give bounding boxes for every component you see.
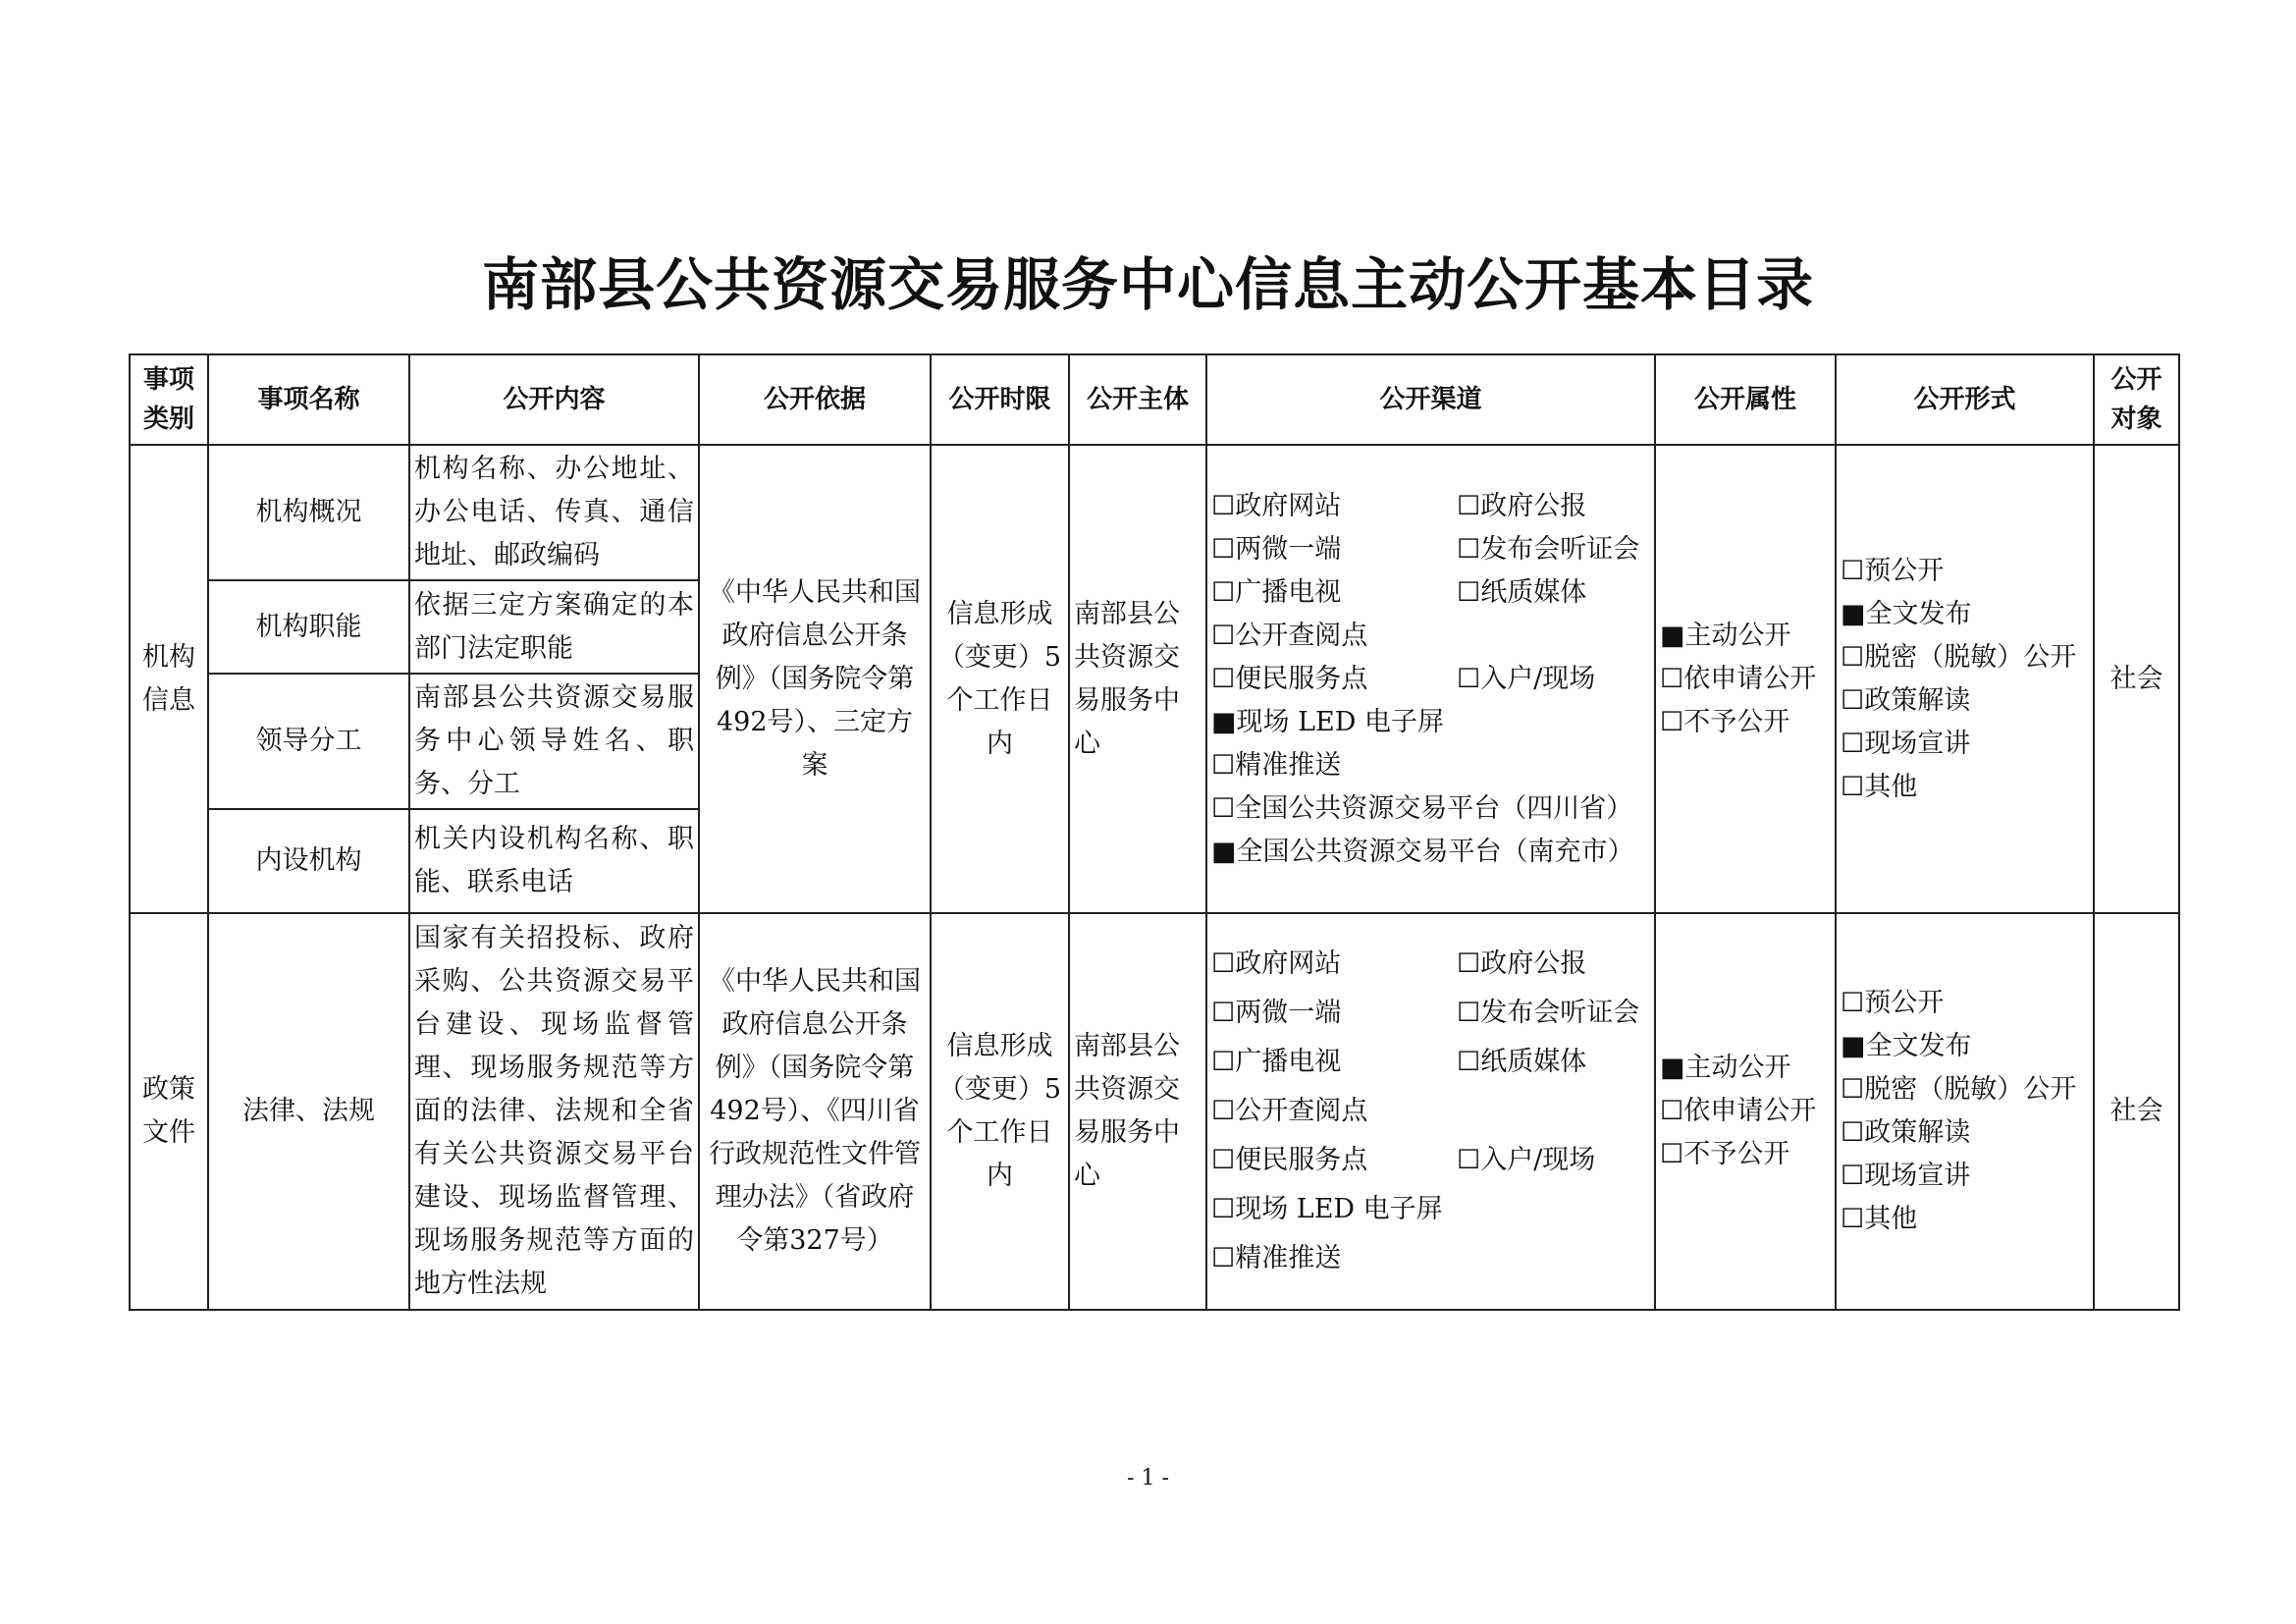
- time-limit-cell: 信息形成（变更）5个工作日内: [931, 913, 1069, 1310]
- item-name: 机构职能: [208, 580, 409, 674]
- category-cell: 机构信息: [130, 445, 208, 913]
- channel-option: ☐两微一端: [1211, 533, 1342, 565]
- header-subject: 公开主体: [1069, 354, 1206, 445]
- form-option: ■全文发布: [1841, 598, 1972, 629]
- form-option: ☐现场宣讲: [1841, 1161, 1971, 1191]
- audience-cell: 社会: [2094, 445, 2179, 913]
- channel-option: ☐公开查阅点: [1211, 620, 1368, 651]
- channel-option: ☐入户/现场: [1457, 663, 1596, 694]
- channel-option: ☐便民服务点: [1211, 1145, 1368, 1175]
- category-cell: 政策文件: [130, 913, 208, 1310]
- attribute-option: ☐不予公开: [1660, 1139, 1790, 1169]
- header-attribute: 公开属性: [1655, 354, 1836, 445]
- channel-row: [1211, 571, 1650, 615]
- channel-option: ☐便民服务点: [1211, 663, 1368, 694]
- attribute-option: ☐依申请公开: [1660, 663, 1817, 694]
- channels-cell: [1206, 913, 1655, 1310]
- item-name: 领导分工: [208, 674, 409, 809]
- header-basis: 公开依据: [699, 354, 931, 445]
- channel-row: [1211, 1136, 1650, 1185]
- channel-row: [1211, 528, 1650, 571]
- channel-row: [1211, 1087, 1650, 1136]
- channel-row: [1211, 831, 1650, 874]
- channel-row: [1211, 787, 1650, 831]
- basis-cell: 《中华人民共和国政府信息公开条例》（国务院令第492号）、《四川省行政规范性文件管理办法》（省政府令第327号）: [699, 913, 931, 1310]
- item-name: 机构概况: [208, 445, 409, 580]
- table-row: [130, 913, 2179, 1310]
- channel-option: ☐广播电视: [1211, 1047, 1342, 1077]
- item-content: 依据三定方案确定的本部门法定职能: [409, 580, 699, 674]
- attribute-option: ■主动公开: [1660, 620, 1791, 651]
- channel-row: [1211, 615, 1650, 658]
- item-content: 机关内设机构名称、职能、联系电话: [409, 809, 699, 913]
- attribute-option: ☐依申请公开: [1660, 1096, 1817, 1126]
- form-option: ☐脱密（脱敏）公开: [1841, 1074, 2077, 1105]
- channel-option: ☐政府网站: [1211, 948, 1342, 979]
- channel-option: ☐精准推送: [1211, 1243, 1342, 1273]
- item-content: 南部县公共资源交易服务中心领导姓名、职务、分工: [409, 674, 699, 809]
- basis-cell: 《中华人民共和国政府信息公开条例》（国务院令第492号）、三定方案: [699, 445, 931, 913]
- subject-cell: 南部县公共资源交易服务中心: [1069, 445, 1206, 913]
- header-channels: 公开渠道: [1206, 354, 1655, 445]
- channel-option: ☐发布会听证会: [1457, 533, 1640, 565]
- item-content: 机构名称、办公地址、办公电话、传真、通信地址、邮政编码: [409, 445, 699, 580]
- channels-cell: [1206, 445, 1655, 913]
- channel-option: ■全国公共资源交易平台（南充市）: [1211, 836, 1634, 867]
- channel-option: ☐入户/现场: [1457, 1145, 1596, 1175]
- disclosure-catalog-table: [129, 353, 2180, 1311]
- table-row: [130, 445, 2179, 580]
- channel-option: ☐纸质媒体: [1457, 576, 1587, 608]
- form-option: ☐预公开: [1841, 555, 1945, 586]
- item-name: 内设机构: [208, 809, 409, 913]
- attribute-option: ■主动公开: [1660, 1053, 1791, 1083]
- channel-option: ☐广播电视: [1211, 576, 1342, 608]
- form-option: ☐其他: [1841, 1204, 1918, 1234]
- header-row: [130, 354, 2179, 445]
- form-option: ☐现场宣讲: [1841, 728, 1971, 759]
- item-name: 法律、法规: [208, 913, 409, 1310]
- channel-row: [1211, 940, 1650, 989]
- header-content: 公开内容: [409, 354, 699, 445]
- page-number: - 1 -: [1127, 1466, 1169, 1490]
- attribute-option: ☐不予公开: [1660, 706, 1790, 737]
- channel-option: ☐精准推送: [1211, 749, 1342, 781]
- channel-option: ☐现场 LED 电子屏: [1211, 1194, 1443, 1224]
- form-cell: [1836, 913, 2094, 1310]
- channel-row: [1211, 1038, 1650, 1087]
- form-option: ☐其他: [1841, 771, 1918, 802]
- channel-option: ☐政府公报: [1457, 948, 1587, 979]
- channel-option: ■现场 LED 电子屏: [1211, 706, 1444, 737]
- channel-option: ☐两微一端: [1211, 998, 1342, 1028]
- form-option: ■全文发布: [1841, 1031, 1972, 1061]
- attribute-cell: [1655, 445, 1836, 913]
- form-option: ☐政策解读: [1841, 1117, 1971, 1148]
- item-content: 国家有关招投标、政府采购、公共资源交易平台建设、现场监督管理、现场服务规范等方面的法律、法规和全省有关公共资源交易平台建设、现场监督管理、现场服务规范等方面的地方性法规: [409, 913, 699, 1310]
- channel-option: ☐政府公报: [1457, 490, 1587, 521]
- attribute-cell: [1655, 913, 1836, 1310]
- document-title: 南部县公共资源交易服务中心信息主动公开基本目录: [481, 251, 1814, 318]
- header-form: 公开形式: [1836, 354, 2094, 445]
- subject-cell: 南部县公共资源交易服务中心: [1069, 913, 1206, 1310]
- channel-row: [1211, 1185, 1650, 1234]
- channel-row: [1211, 701, 1650, 744]
- form-cell: [1836, 445, 2094, 913]
- header-audience: 公开对象: [2094, 354, 2179, 445]
- header-time-limit: 公开时限: [931, 354, 1069, 445]
- channel-row: [1211, 658, 1650, 701]
- time-limit-cell: 信息形成（变更）5个工作日内: [931, 445, 1069, 913]
- channel-row: [1211, 744, 1650, 787]
- header-name: 事项名称: [208, 354, 409, 445]
- form-option: ☐政策解读: [1841, 684, 1971, 716]
- channel-option: ☐公开查阅点: [1211, 1096, 1368, 1126]
- channel-option: ☐纸质媒体: [1457, 1047, 1587, 1077]
- channel-row: [1211, 989, 1650, 1038]
- channel-row: [1211, 485, 1650, 528]
- form-option: ☐预公开: [1841, 988, 1945, 1018]
- channel-option: ☐发布会听证会: [1457, 998, 1640, 1028]
- channel-option: ☐政府网站: [1211, 490, 1342, 521]
- audience-cell: 社会: [2094, 913, 2179, 1310]
- channel-option: ☐全国公共资源交易平台（四川省）: [1211, 792, 1633, 824]
- channel-row: [1211, 1234, 1650, 1283]
- form-option: ☐脱密（脱敏）公开: [1841, 641, 2077, 673]
- header-category: 事项类别: [130, 354, 208, 445]
